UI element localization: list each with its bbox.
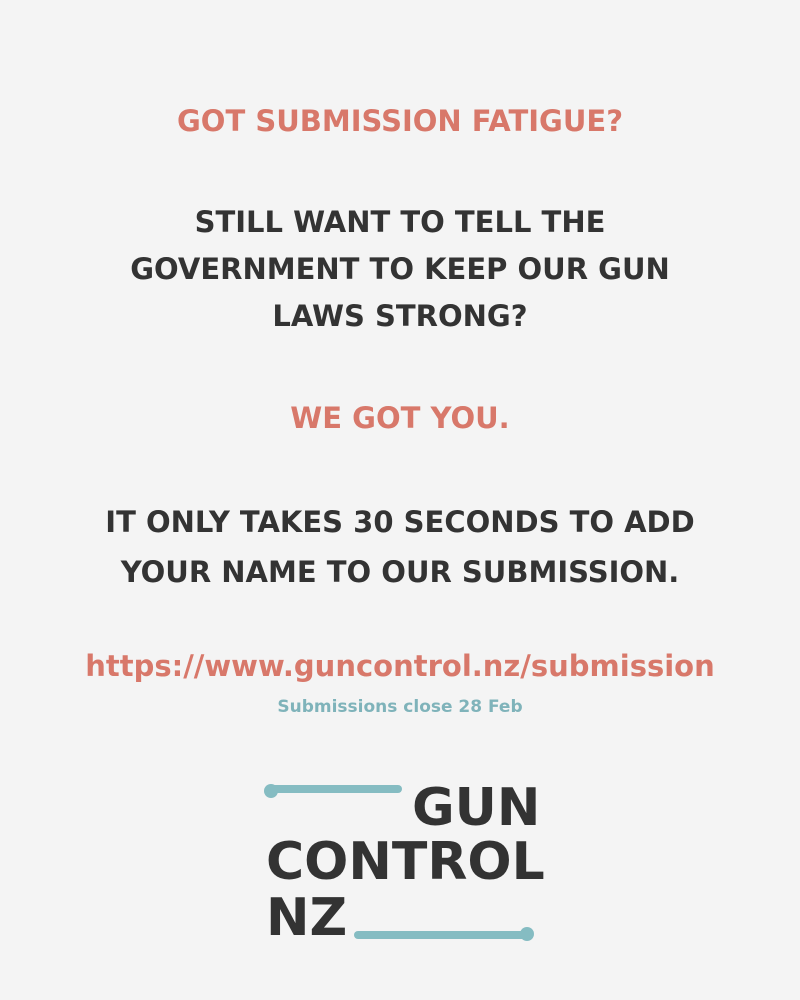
info-text	[0, 497, 800, 597]
question-line: STILL WANT TO TELL THE	[194, 205, 606, 239]
gun-control-nz-logo	[262, 772, 552, 952]
answer-text: WE GOT YOU.	[290, 401, 510, 435]
question-line: GOVERNMENT TO KEEP OUR GUN	[130, 252, 670, 286]
deadline-text: Submissions close 28 Feb	[277, 697, 523, 717]
logo-word-control: CONTROL	[266, 832, 545, 892]
logo-word-nz: NZ	[266, 888, 348, 948]
question-text	[0, 199, 800, 340]
logo-dot-bottom	[520, 927, 534, 941]
logo-word-gun: GUN	[412, 778, 541, 838]
question-line: LAWS STRONG?	[272, 299, 528, 333]
headline: GOT SUBMISSION FATIGUE?	[176, 104, 624, 138]
info-line: IT ONLY TAKES 30 SECONDS TO ADD	[105, 505, 695, 539]
info-line: YOUR NAME TO OUR SUBMISSION.	[120, 555, 680, 589]
logo-line-top	[268, 785, 402, 793]
submission-link[interactable]: https://www.guncontrol.nz/submission	[85, 649, 715, 683]
logo-line-bottom	[354, 931, 530, 939]
